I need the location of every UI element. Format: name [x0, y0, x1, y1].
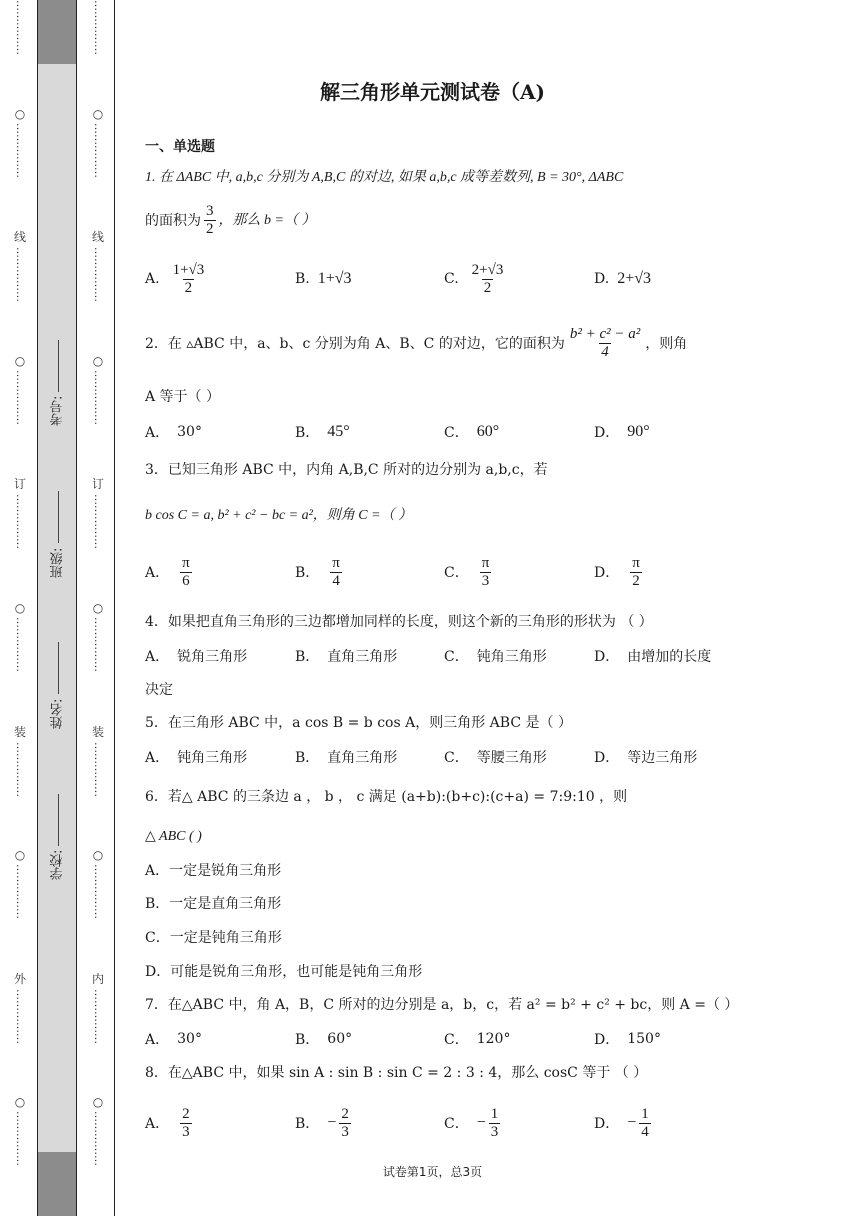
- q3-stem-2: b cos C = a, b² + c² − bc = a²，则角 C =（ ）: [145, 508, 413, 523]
- q8-option-d[interactable]: D． − $\frac{1}{4}$: [594, 1105, 649, 1140]
- q1-stem: 1. 在 ΔABC 中, a,b,c 分别为 A,B,C 的对边, 如果 a,b,c 成等差数列, B = 30°, ΔABC: [145, 170, 624, 185]
- outer-circle-3: ○: [14, 600, 26, 615]
- q6-option-d[interactable]: D．可能是锐角三角形，也可能是钝角三角形: [145, 964, 423, 980]
- q5-option-c[interactable]: C． 等腰三角形: [444, 750, 547, 766]
- q4-options: [145, 636, 725, 676]
- q6-option-a[interactable]: A．一定是锐角三角形: [145, 863, 282, 879]
- q4-option-a[interactable]: A． 锐角三角形: [145, 649, 248, 665]
- q7-options: [145, 1019, 725, 1059]
- q2-option-b[interactable]: B． 45°: [295, 423, 350, 441]
- outer-circle-2: ○: [14, 353, 26, 368]
- outer-circle-4: ○: [14, 848, 26, 863]
- q2-options: [145, 412, 725, 452]
- outer-circle-5: ○: [14, 1095, 26, 1110]
- q2-area-fraction: $\frac{\text{b² + c² − a²}}{4}$: [569, 326, 641, 360]
- inner-circle-1: ○: [92, 106, 104, 121]
- inner-circle-2: ○: [92, 353, 104, 368]
- q3-stem: 3．已知三角形 ABC 中，内角 A,B,C 所对的边分别为 a,b,c，若: [145, 462, 548, 478]
- outer-mark-xian: 线: [13, 230, 26, 245]
- q5-stem: 5．在三角形 ABC 中，a cos B = b cos A，则三角形 ABC 是（ ）: [145, 715, 572, 731]
- q7-option-c[interactable]: C． 120°: [444, 1031, 511, 1048]
- school-field: 学校:: [49, 794, 68, 880]
- inner-circle-3: ○: [92, 600, 104, 615]
- inner-circle-4: ○: [92, 848, 104, 863]
- q5-option-a[interactable]: A． 钝角三角形: [145, 750, 248, 766]
- student-info-fields: [44, 340, 72, 880]
- q6-stem: 6．若△ ABC 的三条边 a ， b ， c 满足 (a+b):(b+c):(c+a) = 7:9:10 ，则: [145, 789, 628, 805]
- q2-option-a[interactable]: A． 30°: [145, 424, 202, 441]
- q5-options: [145, 737, 725, 777]
- q8-options: [145, 1103, 725, 1143]
- page-footer: 试卷第1页，总3页: [382, 1165, 483, 1179]
- q3-option-c[interactable]: C． $\frac{\pi}{3}$: [444, 554, 490, 589]
- outer-dotted-column: …………… ○ …………… 线 …………… ○ …………… 订 …………… ○ …………… 装 …………… ○ …………… 外 …………… ○ ……………: [13, 0, 27, 1167]
- q2-stem-2: A 等于（ ）: [145, 389, 221, 405]
- q1-option-d[interactable]: D. 2+√3: [594, 270, 651, 287]
- q5-option-b[interactable]: B． 直角三角形: [295, 750, 398, 766]
- q2-option-c[interactable]: C． 60°: [444, 423, 500, 441]
- q1-stem-2: 的面积为 $\frac{3}{2}$ ，那么 b =（ ）: [145, 203, 316, 237]
- q8-option-a[interactable]: A． $\frac{2}{3}$: [145, 1105, 190, 1140]
- inner-mark-nei: 内: [91, 971, 104, 986]
- q1-area-fraction: $\frac{3}{2}$: [206, 203, 214, 237]
- q1-option-a[interactable]: A. $\frac{1+√3}{2}$: [145, 261, 205, 296]
- inner-mark-zhuang: 装: [91, 724, 104, 739]
- q8-stem: 8．在△ABC 中，如果 sin A : sin B : sin C = 2 : 3 : 4，那么 cosC 等于 （ ）: [145, 1065, 648, 1081]
- q4-option-d[interactable]: D． 由增加的长度: [594, 649, 712, 665]
- outer-mark-ding: 订: [13, 477, 26, 492]
- q7-option-d[interactable]: D． 150°: [594, 1031, 661, 1048]
- q4-stem: 4．如果把直角三角形的三边都增加同样的长度，则这个新的三角形的形状为 （ ）: [145, 614, 653, 630]
- q7-option-a[interactable]: A． 30°: [145, 1031, 202, 1048]
- q6-stem-2: △ ABC ( ): [145, 829, 202, 844]
- margin-rule-2: [76, 0, 77, 1216]
- inner-circle-5: ○: [92, 1095, 104, 1110]
- q2-stem: 2．在 ▵ABC 中，a、b、c 分别为角 A、B、C 的对边，它的面积为 $\frac{\text{b² + c² − a²}}{4}$ ，则角: [145, 326, 688, 360]
- q1-option-c[interactable]: C. $\frac{2+√3}{2}$: [444, 261, 504, 296]
- name-field: 姓名:: [49, 642, 68, 728]
- q5-option-d[interactable]: D． 等边三角形: [594, 750, 698, 766]
- outer-mark-wai: 外: [13, 971, 26, 986]
- inner-dotted-column: …………… ○ …………… 线 …………… ○ …………… 订 …………… ○ …………… 装 …………… ○ …………… 内 …………… ○ ……………: [91, 0, 105, 1167]
- page-title: 解三角形单元测试卷（A): [320, 80, 545, 104]
- class-field: 班级:: [49, 491, 68, 577]
- q7-option-b[interactable]: B． 60°: [295, 1031, 353, 1048]
- q8-option-b[interactable]: B． − $\frac{2}{3}$: [295, 1105, 349, 1140]
- band-dark-top: [38, 0, 76, 64]
- q4-option-c[interactable]: C． 钝角三角形: [444, 649, 547, 665]
- q6-option-c[interactable]: C．一定是钝角三角形: [145, 930, 282, 946]
- q7-stem: 7．在△ABC 中，角 A，B，C 所对的边分别是 a，b，c，若 a² = b² + c² + bc，则 A =（ ）: [145, 997, 739, 1013]
- q1-option-b[interactable]: B. 1+√3: [295, 270, 352, 287]
- section-heading: 一、单选题: [145, 139, 215, 155]
- q4-option-b[interactable]: B． 直角三角形: [295, 649, 398, 665]
- q3-option-a[interactable]: A． $\frac{\pi}{6}$: [145, 554, 190, 589]
- q4-option-d-wrap: 决定: [145, 682, 173, 698]
- inner-mark-xian: 线: [91, 230, 104, 245]
- q8-option-c[interactable]: C． − $\frac{1}{3}$: [444, 1105, 499, 1140]
- outer-circle-1: ○: [14, 106, 26, 121]
- q3-options: [145, 552, 725, 592]
- q3-option-b[interactable]: B． $\frac{\pi}{4}$: [295, 554, 340, 589]
- q2-option-d[interactable]: D． 90°: [594, 423, 650, 441]
- exam-number-field: 考号:: [49, 340, 68, 426]
- margin-rule-3: [114, 0, 115, 1216]
- band-dark-bottom: [38, 1152, 76, 1216]
- inner-mark-ding: 订: [91, 477, 104, 492]
- q1-options: [145, 259, 725, 299]
- outer-mark-zhuang: 装: [13, 724, 26, 739]
- q6-option-b[interactable]: B．一定是直角三角形: [145, 896, 282, 912]
- q3-option-d[interactable]: D． $\frac{\pi}{2}$: [594, 554, 640, 589]
